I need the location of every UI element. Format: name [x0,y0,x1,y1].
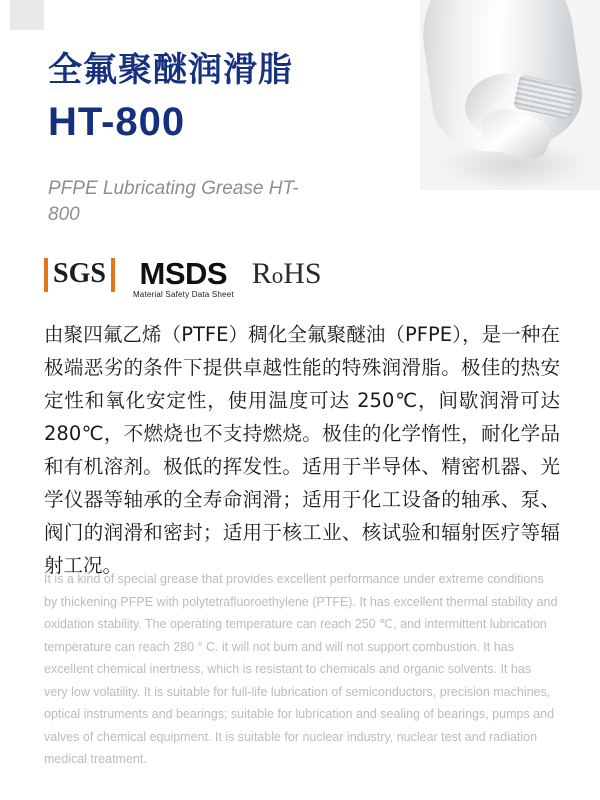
rohs-letter-o: o [271,263,284,288]
description-english: It is a kind of special grease that provides excellent performance under extreme conditions by thickening PFPE with polytetrafluoroethylene (PTFE). It has excellent thermal stability and oxidation stability. The operating temperature can reach 250 ℃, and intermittent lubrication temperature can reach 280 ° C. it will not bum and will not support combustion. It has excellent chemical inertness, which is resistant to chemicals and organic solvents. It has very low volatility. It is suitable for full-life lubrication of semiconductors, precision machines, optical instruments and bearings; suitable for lubrication and sealing of bearings, pumps and valves of chemical equipment. It is suitable for nuclear industry, nuclear test and radiation medical treatment. [44,572,558,766]
bottom-margin [0,784,600,800]
product-code: HT-800 [48,100,186,144]
msds-label: MSDS [139,256,228,291]
rohs-letter-r: R [251,257,272,290]
product-photo [420,0,600,190]
rohs-letters-hs: HS [283,257,322,290]
sgs-label: SGS [53,258,106,289]
left-margin [0,0,10,800]
page-subtitle: PFPE Lubricating Grease HT-800 [48,178,299,225]
certification-logos [44,258,322,302]
rohs-icon [252,258,322,292]
msds-icon [133,258,234,299]
page-title: 全氟聚醚润滑脂 [48,50,293,90]
sgs-icon [44,258,115,292]
msds-sublabel: Material Safety Data Sheet [132,290,234,299]
description-chinese: 由聚四氟乙烯（PTFE）稠化全氟聚醚油（PFPE），是一种在极端恶劣的条件下提供卓越性能的特殊润滑脂。极佳的热安定性和氧化安定性，使用温度可达 250℃，间歇润滑可达 280℃，不燃烧也不支持燃烧。极佳的化学惰性，耐化学品和有机溶剂。极低的挥发性。适用于半导体、精密机器、光学仪器等轴承的全寿命润滑；适用于化工设备的轴承、泵、阀门的润滑和密封；适用于核工业、核试验和辐射医疗等辐射工况。 [44,323,560,577]
